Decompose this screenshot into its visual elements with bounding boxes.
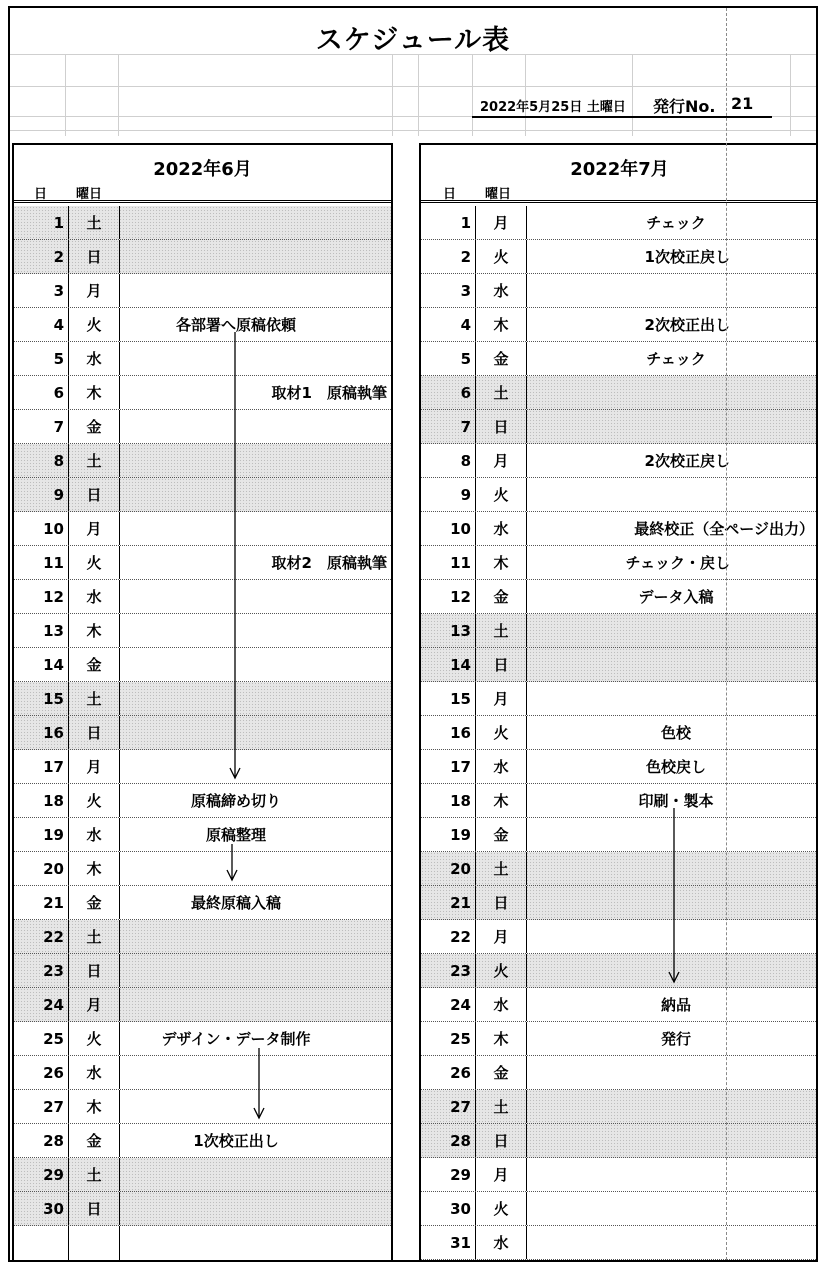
grid-line bbox=[118, 54, 119, 136]
table-row bbox=[421, 716, 818, 750]
event-text bbox=[120, 614, 352, 647]
event-text bbox=[120, 410, 352, 443]
weekday: 火 bbox=[68, 308, 120, 341]
day-number: 2 bbox=[460, 247, 471, 266]
weekday: 金 bbox=[475, 1056, 527, 1089]
table-row bbox=[421, 988, 818, 1022]
event-text bbox=[120, 716, 352, 749]
table-row bbox=[14, 240, 391, 274]
table-row bbox=[14, 512, 391, 546]
day-number: 24 bbox=[43, 995, 64, 1014]
weekday: 木 bbox=[68, 1090, 120, 1123]
weekday: 土 bbox=[475, 376, 527, 409]
weekday: 木 bbox=[68, 852, 120, 885]
weekday: 月 bbox=[475, 682, 527, 715]
schedule-sheet bbox=[8, 6, 818, 1262]
weekday: 水 bbox=[475, 512, 527, 545]
grid-line bbox=[472, 54, 473, 136]
event-text bbox=[621, 1090, 731, 1123]
header-divider bbox=[421, 200, 818, 203]
day-number: 6 bbox=[460, 383, 471, 402]
day-number: 18 bbox=[450, 791, 471, 810]
issue-number: 21 bbox=[731, 94, 754, 113]
weekday: 水 bbox=[68, 580, 120, 613]
table-row bbox=[14, 1192, 391, 1226]
table-row bbox=[421, 308, 818, 342]
event-text bbox=[621, 1158, 731, 1191]
weekday: 日 bbox=[68, 954, 120, 987]
table-row bbox=[421, 784, 818, 818]
issue-underline bbox=[472, 116, 772, 118]
weekday: 水 bbox=[68, 1056, 120, 1089]
weekday: 日 bbox=[68, 716, 120, 749]
event-text bbox=[621, 886, 731, 919]
table-row bbox=[14, 1158, 391, 1192]
table-row bbox=[14, 716, 391, 750]
day-number: 6 bbox=[53, 383, 64, 402]
day-number: 2 bbox=[53, 247, 64, 266]
table-row bbox=[421, 1022, 818, 1056]
event-text bbox=[120, 444, 352, 477]
weekday: 木 bbox=[68, 614, 120, 647]
weekday: 土 bbox=[68, 444, 120, 477]
weekday: 月 bbox=[475, 1158, 527, 1191]
day-number: 30 bbox=[450, 1199, 471, 1218]
day-number: 20 bbox=[450, 859, 471, 878]
table-row bbox=[421, 682, 818, 716]
weekday: 月 bbox=[68, 750, 120, 783]
grid-line bbox=[10, 130, 816, 131]
event-text: データ入稿 bbox=[638, 588, 714, 606]
weekday: 月 bbox=[475, 206, 527, 239]
day-number bbox=[14, 1226, 64, 1260]
table-row bbox=[14, 478, 391, 512]
weekday: 水 bbox=[475, 274, 527, 307]
event-text: 発行 bbox=[660, 1030, 691, 1048]
weekday: 火 bbox=[68, 1022, 120, 1055]
day-number: 13 bbox=[43, 621, 64, 640]
day-number: 23 bbox=[43, 961, 64, 980]
weekday: 水 bbox=[475, 1226, 527, 1259]
day-number: 1 bbox=[53, 213, 64, 232]
event-text: チェック・戻し bbox=[625, 554, 730, 572]
event-text bbox=[120, 648, 352, 681]
weekday: 日 bbox=[475, 1124, 527, 1157]
table-row bbox=[421, 580, 818, 614]
event-text: 2次校正出し bbox=[644, 316, 730, 334]
weekday: 土 bbox=[68, 206, 120, 239]
table-row bbox=[421, 614, 818, 648]
weekday: 金 bbox=[475, 580, 527, 613]
event-text bbox=[120, 512, 352, 545]
table-row bbox=[421, 1090, 818, 1124]
weekday: 水 bbox=[68, 818, 120, 851]
grid-line bbox=[632, 54, 633, 136]
event-text: 各部署へ原稿依頼 bbox=[175, 316, 296, 334]
day-number: 30 bbox=[43, 1199, 64, 1218]
page-title: スケジュール表 bbox=[315, 25, 511, 56]
event-text bbox=[120, 1226, 352, 1260]
day-number: 4 bbox=[460, 315, 471, 334]
event-text: 色校 bbox=[660, 724, 691, 742]
event-text: 1次校正出し bbox=[193, 1132, 279, 1150]
day-number: 22 bbox=[450, 927, 471, 946]
table-row bbox=[421, 512, 818, 546]
event-text bbox=[621, 818, 731, 851]
weekday: 日 bbox=[68, 478, 120, 511]
day-number: 5 bbox=[460, 349, 471, 368]
event-text bbox=[120, 988, 352, 1021]
day-number: 14 bbox=[450, 655, 471, 674]
event-text bbox=[621, 852, 731, 885]
day-number: 16 bbox=[450, 723, 471, 742]
weekday: 火 bbox=[475, 716, 527, 749]
weekday: 土 bbox=[475, 1090, 527, 1123]
day-number: 27 bbox=[450, 1097, 471, 1116]
day-number: 19 bbox=[450, 825, 471, 844]
day-number: 29 bbox=[43, 1165, 64, 1184]
weekday: 日 bbox=[68, 240, 120, 273]
day-number: 4 bbox=[53, 315, 64, 334]
day-number: 3 bbox=[460, 281, 471, 300]
day-header: 日 bbox=[34, 187, 48, 202]
day-number: 20 bbox=[43, 859, 64, 878]
event-text: 原稿整理 bbox=[205, 826, 266, 844]
day-number: 26 bbox=[43, 1063, 64, 1082]
day-number: 31 bbox=[450, 1233, 471, 1252]
weekday: 金 bbox=[68, 1124, 120, 1157]
day-number: 17 bbox=[43, 757, 64, 776]
event-text: チェック bbox=[646, 350, 706, 368]
weekday: 土 bbox=[68, 1158, 120, 1191]
day-number: 12 bbox=[43, 587, 64, 606]
event-text bbox=[120, 954, 352, 987]
weekday-header: 曜日 bbox=[76, 187, 103, 202]
weekday: 日 bbox=[475, 886, 527, 919]
table-row bbox=[421, 1124, 818, 1158]
weekday: 月 bbox=[68, 988, 120, 1021]
table-row bbox=[14, 954, 391, 988]
event-text bbox=[120, 240, 352, 273]
table-row bbox=[14, 1124, 391, 1158]
day-number: 24 bbox=[450, 995, 471, 1014]
event-text bbox=[621, 954, 731, 987]
table-row bbox=[14, 1226, 391, 1260]
table-row bbox=[14, 886, 391, 920]
day-number: 22 bbox=[43, 927, 64, 946]
table-row bbox=[14, 580, 391, 614]
event-text bbox=[621, 1226, 731, 1259]
day-number: 26 bbox=[450, 1063, 471, 1082]
weekday: 金 bbox=[68, 410, 120, 443]
table-row bbox=[421, 1158, 818, 1192]
day-number: 7 bbox=[460, 417, 471, 436]
table-row bbox=[14, 342, 391, 376]
month-title: 2022年7月 bbox=[570, 159, 669, 180]
day-number: 14 bbox=[43, 655, 64, 674]
weekday: 土 bbox=[68, 682, 120, 715]
table-row bbox=[421, 886, 818, 920]
issue-number-label: 発行No. bbox=[653, 97, 716, 116]
weekday: 火 bbox=[475, 954, 527, 987]
event-text: 最終原稿入稿 bbox=[190, 894, 281, 912]
table-row bbox=[14, 1090, 391, 1124]
day-number: 28 bbox=[43, 1131, 64, 1150]
weekday: 木 bbox=[475, 1022, 527, 1055]
day-number: 9 bbox=[460, 485, 471, 504]
weekday: 土 bbox=[68, 920, 120, 953]
table-row bbox=[421, 1226, 818, 1260]
weekday: 火 bbox=[475, 478, 527, 511]
day-number: 10 bbox=[450, 519, 471, 538]
weekday: 日 bbox=[475, 410, 527, 443]
weekday: 金 bbox=[68, 886, 120, 919]
weekday: 木 bbox=[475, 784, 527, 817]
day-number: 10 bbox=[43, 519, 64, 538]
weekday: 木 bbox=[475, 308, 527, 341]
day-number: 15 bbox=[43, 689, 64, 708]
weekday: 月 bbox=[68, 512, 120, 545]
table-row bbox=[14, 852, 391, 886]
grid-line bbox=[65, 54, 66, 136]
day-number: 9 bbox=[53, 485, 64, 504]
event-text: 1次校正戻し bbox=[644, 248, 730, 266]
table-row bbox=[14, 920, 391, 954]
table-row bbox=[14, 614, 391, 648]
event-text bbox=[621, 614, 731, 647]
event-text bbox=[120, 580, 352, 613]
table-row bbox=[14, 988, 391, 1022]
day-number: 8 bbox=[460, 451, 471, 470]
weekday: 月 bbox=[475, 444, 527, 477]
event-text: 取材1 原稿執筆 bbox=[271, 384, 387, 402]
event-text: 印刷・製本 bbox=[638, 792, 714, 810]
day-number: 29 bbox=[450, 1165, 471, 1184]
day-header: 日 bbox=[443, 187, 457, 202]
day-number: 18 bbox=[43, 791, 64, 810]
table-row bbox=[421, 920, 818, 954]
weekday: 金 bbox=[475, 342, 527, 375]
weekday: 火 bbox=[475, 1192, 527, 1225]
table-row bbox=[14, 1022, 391, 1056]
day-number: 8 bbox=[53, 451, 64, 470]
grid-line bbox=[10, 86, 816, 87]
event-text bbox=[120, 1192, 352, 1225]
table-row bbox=[14, 376, 391, 410]
table-row bbox=[14, 750, 391, 784]
table-row bbox=[421, 750, 818, 784]
table-row bbox=[14, 648, 391, 682]
event-text bbox=[621, 478, 731, 511]
day-number: 21 bbox=[450, 893, 471, 912]
weekday: 水 bbox=[68, 342, 120, 375]
table-row bbox=[421, 852, 818, 886]
june-table bbox=[12, 143, 393, 1262]
day-number: 13 bbox=[450, 621, 471, 640]
weekday: 木 bbox=[68, 376, 120, 409]
table-row bbox=[421, 818, 818, 852]
day-number: 21 bbox=[43, 893, 64, 912]
weekday: 水 bbox=[475, 988, 527, 1021]
table-row bbox=[421, 376, 818, 410]
weekday: 日 bbox=[68, 1192, 120, 1225]
table-row bbox=[421, 274, 818, 308]
event-text bbox=[621, 376, 731, 409]
weekday: 金 bbox=[475, 818, 527, 851]
day-number: 19 bbox=[43, 825, 64, 844]
table-row bbox=[14, 206, 391, 240]
table-row bbox=[14, 818, 391, 852]
weekday: 土 bbox=[475, 614, 527, 647]
weekday: 月 bbox=[475, 920, 527, 953]
july-table bbox=[419, 143, 818, 1262]
day-number: 25 bbox=[43, 1029, 64, 1048]
weekday: 木 bbox=[475, 546, 527, 579]
event-text bbox=[120, 682, 352, 715]
weekday: 日 bbox=[475, 648, 527, 681]
event-text bbox=[120, 206, 352, 239]
table-row bbox=[421, 648, 818, 682]
day-number: 17 bbox=[450, 757, 471, 776]
event-text: 取材2 原稿執筆 bbox=[271, 554, 387, 572]
table-row bbox=[421, 1192, 818, 1226]
day-number: 16 bbox=[43, 723, 64, 742]
event-text bbox=[621, 1124, 731, 1157]
grid-line bbox=[525, 54, 526, 136]
table-row bbox=[421, 478, 818, 512]
day-number: 5 bbox=[53, 349, 64, 368]
event-text: デザイン・データ制作 bbox=[161, 1030, 311, 1048]
event-text bbox=[120, 1158, 352, 1191]
table-row bbox=[14, 444, 391, 478]
table-row bbox=[14, 546, 391, 580]
event-text: チェック bbox=[646, 214, 706, 232]
grid-line bbox=[392, 54, 393, 136]
event-text bbox=[120, 852, 352, 885]
day-number: 28 bbox=[450, 1131, 471, 1150]
weekday: 金 bbox=[68, 648, 120, 681]
header-divider bbox=[14, 200, 391, 203]
event-text bbox=[120, 920, 352, 953]
day-number: 23 bbox=[450, 961, 471, 980]
event-text bbox=[120, 750, 352, 783]
day-number: 25 bbox=[450, 1029, 471, 1048]
grid-line bbox=[418, 54, 419, 136]
day-number: 12 bbox=[450, 587, 471, 606]
day-number: 3 bbox=[53, 281, 64, 300]
event-text: 最終校正（全ページ出力） bbox=[634, 520, 814, 538]
event-text bbox=[621, 1192, 731, 1225]
event-text bbox=[621, 682, 731, 715]
table-row bbox=[421, 954, 818, 988]
event-text bbox=[120, 1056, 352, 1089]
event-text bbox=[120, 478, 352, 511]
event-text bbox=[621, 410, 731, 443]
table-row bbox=[421, 206, 818, 240]
weekday: 火 bbox=[68, 546, 120, 579]
event-text: 原稿締め切り bbox=[190, 792, 281, 810]
weekday-header: 曜日 bbox=[485, 187, 512, 202]
table-row bbox=[14, 410, 391, 444]
page-break-line bbox=[726, 8, 727, 1260]
issue-date: 2022年5月25日 土曜日 bbox=[480, 100, 626, 115]
table-row bbox=[14, 1056, 391, 1090]
month-title: 2022年6月 bbox=[153, 159, 252, 180]
event-text bbox=[120, 342, 352, 375]
grid-line bbox=[790, 54, 791, 136]
table-row bbox=[421, 410, 818, 444]
table-row bbox=[421, 1056, 818, 1090]
day-number: 7 bbox=[53, 417, 64, 436]
event-text bbox=[120, 1090, 352, 1123]
weekday: 水 bbox=[475, 750, 527, 783]
weekday: 火 bbox=[475, 240, 527, 273]
table-row bbox=[14, 274, 391, 308]
event-text: 2次校正戻し bbox=[644, 452, 730, 470]
day-number: 15 bbox=[450, 689, 471, 708]
event-text bbox=[621, 1056, 731, 1089]
day-number: 11 bbox=[43, 553, 64, 572]
table-row bbox=[14, 682, 391, 716]
event-text bbox=[621, 920, 731, 953]
weekday: 月 bbox=[68, 274, 120, 307]
table-row bbox=[421, 444, 818, 478]
weekday: 土 bbox=[475, 852, 527, 885]
table-row bbox=[421, 546, 818, 580]
weekday bbox=[68, 1226, 120, 1260]
event-text bbox=[120, 274, 352, 307]
day-number: 27 bbox=[43, 1097, 64, 1116]
table-row bbox=[421, 342, 818, 376]
day-number: 1 bbox=[460, 213, 471, 232]
event-text bbox=[621, 648, 731, 681]
weekday: 火 bbox=[68, 784, 120, 817]
event-text: 納品 bbox=[660, 996, 691, 1014]
event-text bbox=[621, 274, 731, 307]
table-row bbox=[14, 784, 391, 818]
day-rows bbox=[421, 206, 818, 1260]
table-row bbox=[14, 308, 391, 342]
event-text: 色校戻し bbox=[645, 758, 706, 776]
table-row bbox=[421, 240, 818, 274]
day-number: 11 bbox=[450, 553, 471, 572]
day-rows bbox=[14, 206, 391, 1260]
